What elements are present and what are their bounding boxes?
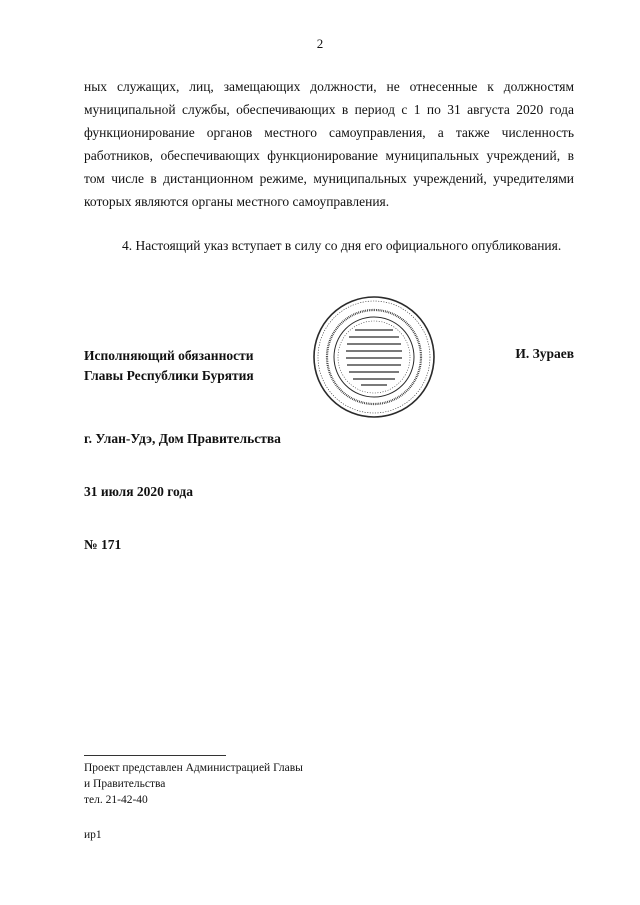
footer-line-2: и Правительства (84, 778, 166, 790)
signatory-role-line-1: Исполняющий обязанности (84, 348, 254, 363)
footer-phone: тел. 21-42-40 (84, 794, 148, 806)
official-seal-icon (311, 294, 437, 420)
document-initials: ир1 (84, 829, 102, 841)
signatory-role (84, 346, 254, 386)
decree-number: № 171 (84, 537, 122, 552)
page-number: 2 (316, 36, 324, 51)
footer-divider (84, 755, 226, 756)
paragraph-effective-date: 4. Настоящий указ вступает в силу со дня его официального опубликования. (122, 238, 562, 253)
signatory-name: И. Зураев (515, 346, 574, 361)
paragraph-continuation: ных служащих, лиц, замещающих должности, не отнесенные к должностям муниципальной службы, обеспечивающих в период с 1 по 31 августа 2020 года функционирование органов местного самоуправления, а также численность работников, обеспечивающих функционирование муниципальных учреждений, в том числе в дистанционном режиме, муниципальных учреждений, учредителями которых являются органы местного самоуправления. (84, 79, 574, 209)
footer-line-1: Проект представлен Администрацией Главы (84, 762, 303, 774)
signatory-role-line-2: Главы Республики Бурятия (84, 368, 254, 383)
signing-date: 31 июля 2020 года (84, 484, 193, 499)
footer-note (84, 760, 303, 808)
signing-place: г. Улан-Удэ, Дом Правительства (84, 431, 281, 446)
